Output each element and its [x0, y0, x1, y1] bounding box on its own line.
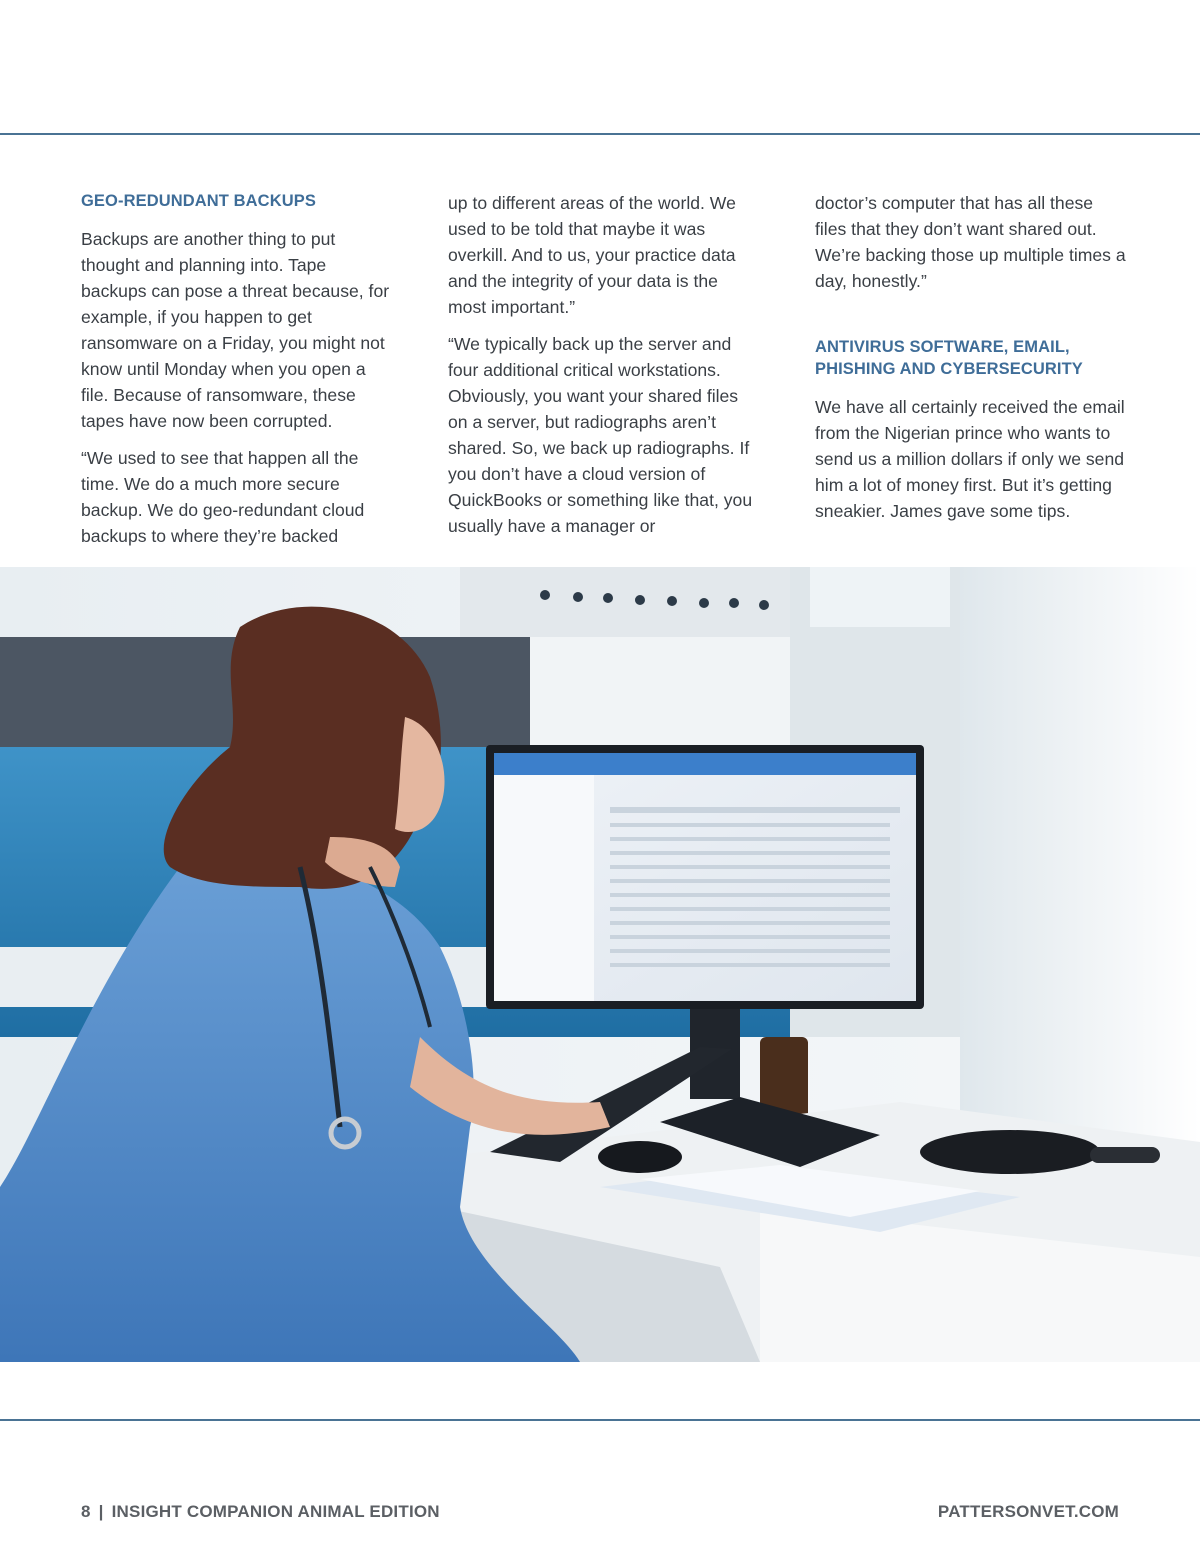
footer-website: PATTERSONVET.COM — [937, 1502, 1119, 1521]
top-rule — [0, 133, 1200, 135]
article-column-3 — [815, 190, 1127, 535]
footer-separator: | — [98, 1502, 104, 1521]
section-heading-geo-redundant-backups: GEO-REDUNDANT BACKUPS — [81, 192, 316, 210]
article-column-1 — [81, 190, 393, 560]
page-number: 8 — [81, 1502, 91, 1521]
section-heading-antivirus — [815, 336, 1127, 380]
paragraph: “We typically back up the server and four additional critical workstations. Obviously, you want your shared files on a server, but radiographs aren’t shared. So, we back up radiographs. If you don’t have a cloud version of QuickBooks or something like that, you usually have a manager or — [448, 334, 753, 536]
article-photo-nurse-at-computer — [0, 567, 1200, 1362]
publication-title: INSIGHT COMPANION ANIMAL EDITION — [111, 1502, 440, 1521]
paragraph: Backups are another thing to put thought and planning into. Tape backups can pose a threat because, for example, if you happen to get ransomware on a Friday, you might not know until Monday when you open a file. Because of ransomware, these tapes have now been corrupted. — [81, 229, 390, 431]
paragraph: “We used to see that happen all the time. We do a much more secure backup. We do geo-redundant cloud backups to where they’re backed — [81, 448, 365, 546]
bottom-rule — [0, 1419, 1200, 1421]
article-column-2 — [448, 190, 760, 550]
paragraph: up to different areas of the world. We used to be told that maybe it was overkill. And to us, your practice data and the integrity of your data is the most important.” — [448, 193, 736, 317]
paragraph: We have all certainly received the email from the Nigerian prince who wants to send us a million dollars if only we send him a lot of money first. But it’s getting sneakier. James gave some tips. — [815, 397, 1125, 521]
footer-left — [81, 1502, 440, 1522]
heading-line: PHISHING AND CYBERSECURITY — [815, 360, 1083, 378]
paragraph: doctor’s computer that has all these files that they don’t want shared out. We’re backing those up multiple times a day, honestly.” — [815, 193, 1126, 291]
heading-line: ANTIVIRUS SOFTWARE, EMAIL, — [815, 338, 1070, 356]
